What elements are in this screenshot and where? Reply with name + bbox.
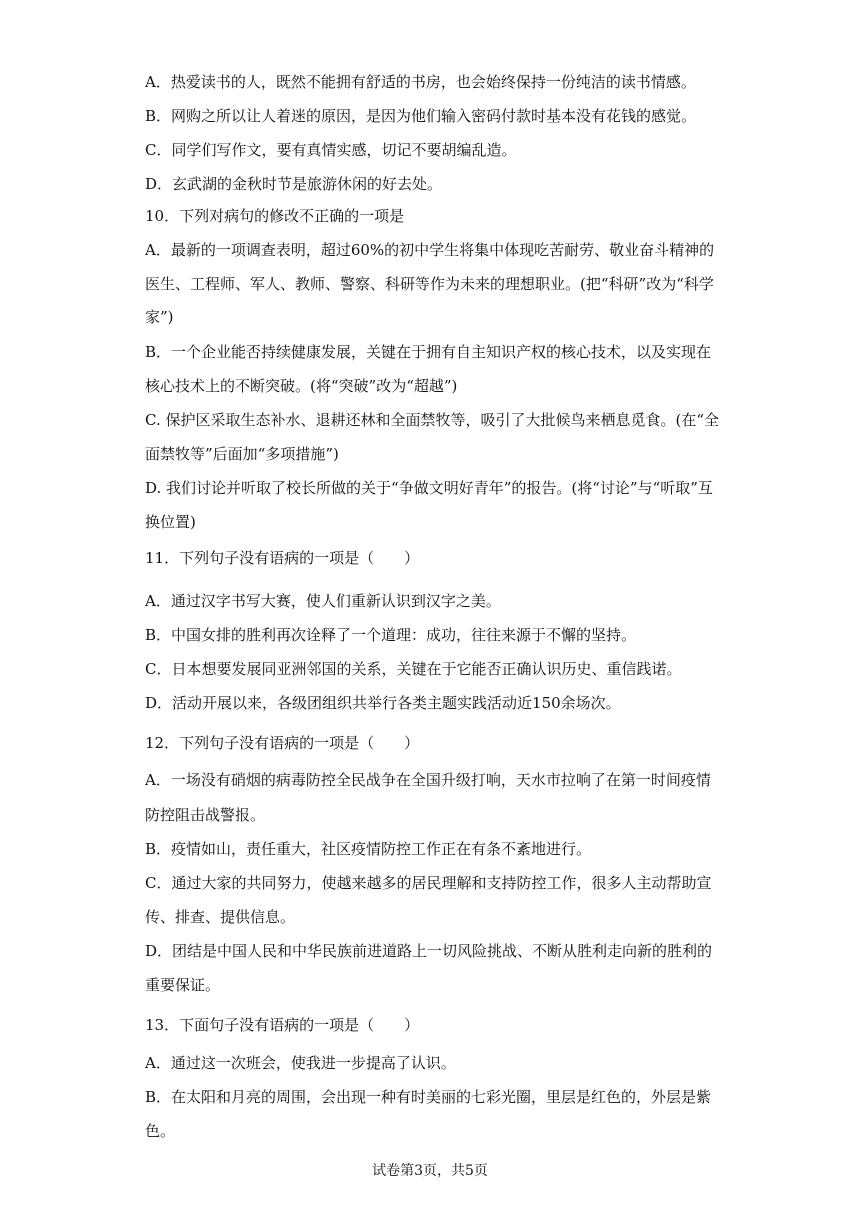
q9-option-c: C．同学们写作文，要有真情实感，切记不要胡编乱造。 xyxy=(145,141,517,159)
q13-option-b-1: B．在太阳和月亮的周围，会出现一种有时美丽的七彩光圈，里层是红色的，外层是紫 xyxy=(145,1088,712,1106)
q13-stem: 13．下面句子没有语病的一项是（ ） xyxy=(145,1016,420,1034)
q9-option-d: D．玄武湖的金秋时节是旅游休闲的好去处。 xyxy=(145,175,443,193)
q9-option-b: B．网购之所以让人着迷的原因，是因为他们输入密码付款时基本没有花钱的感觉。 xyxy=(145,107,697,125)
q12-option-a-2: 防控阻击战警报。 xyxy=(145,806,266,824)
q13-option-b-2: 色。 xyxy=(145,1122,176,1140)
q12-option-a-1: A．一场没有硝烟的病毒防控全民战争在全国升级打响，天水市拉响了在第一时间疫情 xyxy=(145,771,711,789)
q11-option-c: C．日本想要发展同亚洲邻国的关系，关键在于它能否正确认识历史、重信践诺。 xyxy=(145,660,682,678)
q10-option-c-1: C. 保护区采取生态补水、退耕还林和全面禁牧等，吸引了大批候鸟来栖息觅食。(在“全 xyxy=(145,411,720,429)
q12-option-b: B．疫情如山，责任重大，社区疫情防控工作正在有条不紊地进行。 xyxy=(145,840,592,858)
q11-option-b: B．中国女排的胜利再次诠释了一个道理：成功，往往来源于不懈的坚持。 xyxy=(145,626,637,644)
q13-option-a: A．通过这一次班会，使我进一步提高了认识。 xyxy=(145,1054,456,1072)
q9-option-a: A．热爱读书的人，既然不能拥有舒适的书房，也会始终保持一份纯洁的读书情感。 xyxy=(145,73,696,91)
q10-option-b-1: B．一个企业能否持续健康发展，关键在于拥有自主知识产权的核心技术，以及实现在 xyxy=(145,343,712,361)
q10-option-a-3: 家”) xyxy=(145,308,174,326)
q12-option-d-1: D．团结是中国人民和中华民族前进道路上一切风险挑战、不断从胜利走向新的胜利的 xyxy=(145,942,713,960)
q11-stem: 11．下列句子没有语病的一项是（ ） xyxy=(145,549,420,567)
q10-option-d-1: D. 我们讨论并听取了校长所做的关于“争做文明好青年”的报告。(将“讨论”与“听取”互 xyxy=(145,479,713,497)
q11-option-a: A．通过汉字书写大赛，使人们重新认识到汉字之美。 xyxy=(145,592,501,610)
q10-stem-tail: 的一项是 xyxy=(344,207,405,225)
q10-option-a-2: 医生、工程师、军人、教师、警察、科研等作为未来的理想职业。(把“科研”改为“科学 xyxy=(145,275,714,293)
q10-option-c-2: 面禁牧等”后面加“多项措施”) xyxy=(145,445,339,463)
q10-option-b-2: 核心技术上的不断突破。(将“突破”改为“超越”) xyxy=(145,377,458,395)
q10-option-d-2: 换位置) xyxy=(145,513,196,531)
q10-stem-lead: 10．下列对病句的修改 xyxy=(145,207,300,225)
q12-option-c-2: 传、排查、提供信息。 xyxy=(145,908,296,926)
page-footer: 试卷第3页，共5页 xyxy=(372,1163,488,1179)
q10-emphasis: 不正确 xyxy=(299,207,345,225)
q10-stem xyxy=(145,206,725,226)
q12-stem: 12．下列句子没有语病的一项是（ ） xyxy=(145,734,420,752)
q12-option-c-1: C．通过大家的共同努力，使越来越多的居民理解和支持防控工作，很多人主动帮助宣 xyxy=(145,874,712,892)
q10-option-a-1: A．最新的一项调查表明，超过60%的初中学生将集中体现吃苦耐劳、敬业奋斗精神的 xyxy=(145,241,715,259)
q12-option-d-2: 重要保证。 xyxy=(145,976,221,994)
q11-option-d: D．活动开展以来，各级团组织共举行各类主题实践活动近150余场次。 xyxy=(145,694,621,712)
